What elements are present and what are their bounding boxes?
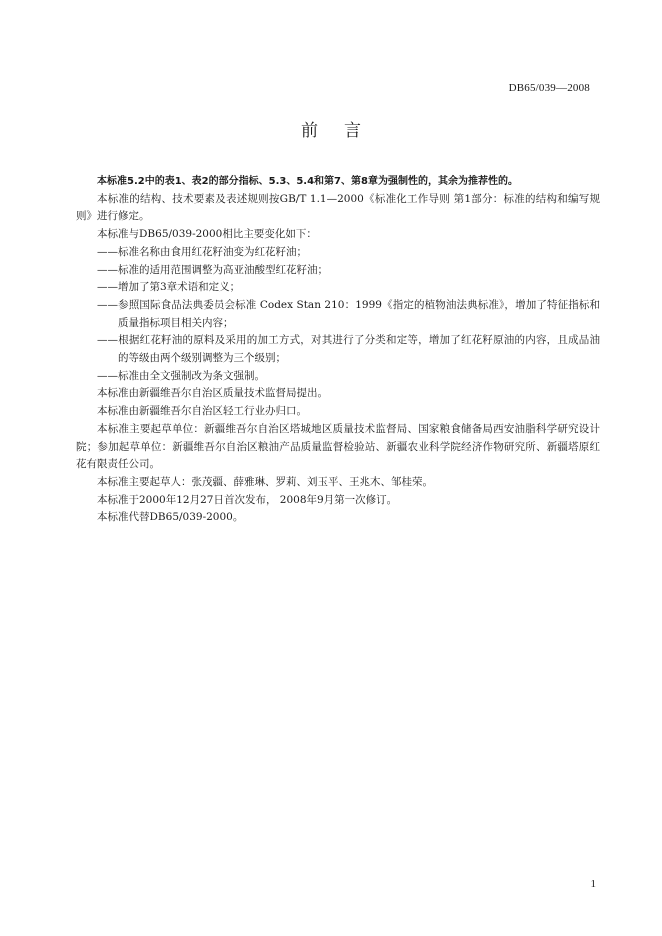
release-history-paragraph: 本标准于2000年12月27日首次发布， 2008年9月第一次修订。 <box>97 493 398 506</box>
proposer-paragraph: 本标准由新疆维吾尔自治区质量技术监督局提出。 <box>97 387 328 400</box>
page-title: 前言 <box>301 121 387 141</box>
replaces-paragraph: 本标准代替DB65/039-2000。 <box>97 511 244 524</box>
administrator-paragraph: 本标准由新疆维吾尔自治区轻工行业办归口。 <box>97 405 307 418</box>
change-list-item: ——增加了第3章术语和定义； <box>97 281 241 294</box>
drafters-paragraph: 本标准主要起草人：张茂疆、薛雅琳、罗莉、刘玉平、王兆木、邹桂荣。 <box>97 475 433 488</box>
mandatory-clause-paragraph: 本标准5.2中的表1、表2的部分指标、5.3、5.4和第7、第8章为强制性的，其余为推荐性的。 <box>97 176 518 187</box>
change-list-item: ——标准名称由食用红花籽油变为红花籽油； <box>97 245 307 258</box>
change-list-item: ——标准的适用范围调整为高亚油酸型红花籽油； <box>97 263 328 276</box>
change-list-item: ——根据红花籽油的原料及采用的加工方式，对其进行了分类和定等，增加了红花籽原油的内容，且成品油的等级由两个级别调整为三个级别； <box>97 334 600 365</box>
document-body <box>76 173 600 527</box>
changes-intro-paragraph: 本标准与DB65/039-2000相比主要变化如下： <box>97 228 317 241</box>
structure-rules-paragraph: 本标准的结构、技术要素及表述规则按GB/T 1.1—2000《标准化工作导则 第1部分：标准的结构和编写规则》进行修定。 <box>76 192 600 223</box>
change-list-item: ——标准由全文强制改为条文强制。 <box>97 369 265 382</box>
drafting-units-paragraph: 本标准主要起草单位：新疆维吾尔自治区塔城地区质量技术监督局、国家粮食储备局西安油脂科学研究设计院；参加起草单位：新疆维吾尔自治区粮油产品质量监督检验站、新疆农业科学院经济作物研究所、新疆塔原红花有限责任公司。 <box>76 422 600 471</box>
page-number: 1 <box>590 878 596 890</box>
change-list-item: ——参照国际食品法典委员会标准 Codex Stan 210：1999《指定的植物油法典标准》，增加了特征指标和质量指标项目相关内容； <box>97 298 600 329</box>
document-code: DB65/039—2008 <box>508 82 590 94</box>
